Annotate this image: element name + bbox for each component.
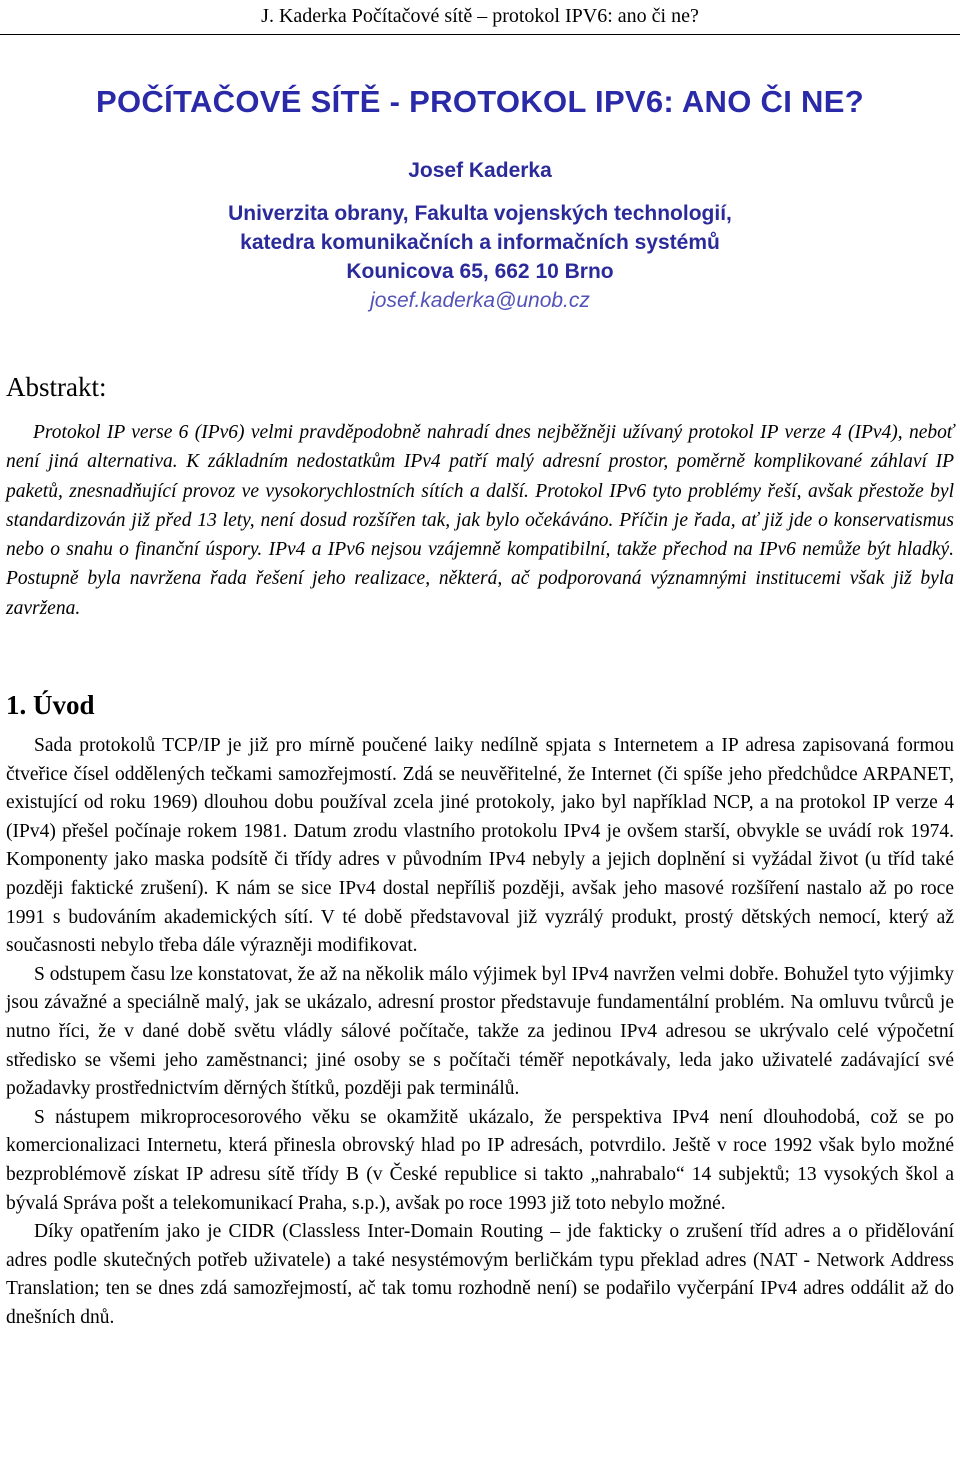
running-header: J. Kaderka Počítačové sítě – protokol IPV6: ano či ne? <box>0 2 960 35</box>
paper-title: POČÍTAČOVÉ SÍTĚ - PROTOKOL IPV6: ANO ČI NE? <box>96 84 864 119</box>
paragraph: Sada protokolů TCP/IP je již pro mírně poučené laiky nedílně spjata s Internetem a IP adresa zapisovaná formou čtveřice čísel oddělených tečkami samozřejmostí. Zdá se neuvěřitelné, že Internet (či spíše jeho předchůdce ARPANET, existující od roku 1969) dlouhou dobu používal zcela jiné protokoly, jako byl například NCP, a na protokol IP verze 4 (IPv4) přešel počínaje rokem 1981. Datum zrodu vlastního protokolu IPv4 je ovšem starší, obvykle se uvádí rok 1974. Komponenty jako maska podsítě či třídy adres v původním IPv4 nebyly a jejich doplnění si vyžádal život (u tříd také později faktické zrušení). K nám se sice IPv4 dostal nepříliš později, avšak jeho masové rozšíření nastalo až po roce 1991 s budováním akademických sítí. V té době představoval již vyzrálý produkt, prostý dětských nemocí, který až současnosti nebylo třeba dále výrazněji modifikovat. <box>6 735 954 957</box>
affiliation-line-1: Univerzita obrany, Fakulta vojenských technologií, <box>228 202 732 225</box>
section-body <box>6 732 954 1332</box>
paragraph: S odstupem času lze konstatovat, že až na několik málo výjimek byl IPv4 navržen velmi dobře. Bohužel tyto výjimky jsou závažné a speciálně malý, jak se ukázalo, adresní prostor představuje fundamentální problém. Na omluvu tvůrců je nutno říci, že v dané době světu vládly sálové počítače, takže za jedinou IPv4 adresou se ukrývalo celé výpočetní středisko se všemi jeho zaměstnanci; jiné osoby se s počítači téměř nepotkávaly, leda jako uživatelé zadávající své požadavky prostřednictvím děrných štítků, později pak terminálů. <box>6 963 954 1100</box>
paragraph: S nástupem mikroprocesorového věku se okamžitě ukázalo, že perspektiva IPv4 není dlouhodobá, což se po komercionalizaci Internetu, která přinesla obrovský hlad po IP adresách, potvrdilo. Ještě v roce 1992 však bylo možné bezproblémově získat IP adresu sítě třídy B (v České republice si takto „nahrabalo“ 14 subjektů; 13 vysokých škol a bývalá Správa pošt a telekomunikací Praha, s.p.), avšak po roce 1993 již toto nebylo možné. <box>6 1106 954 1214</box>
affiliation-line-2: katedra komunikačních a informačních systémů <box>240 231 720 254</box>
section-heading-introduction: 1. Úvod <box>6 690 95 720</box>
abstract-text: Protokol IP verse 6 (IPv6) velmi pravděpodobně nahradí dnes nejběžněji užívaný protokol IP verze 4 (IPv4), neboť není jiná alternativa. K základním nedostatkům IPv4 patří malý adresní prostor, poměrně komplikované záhlaví IP paketů, znesnadňující provoz ve vysokorychlostních sítích a další. Protokol IPv6 tyto problémy řeší, avšak přestože byl standardizován již před 13 lety, není dosud rozšířen tak, jak bylo očekáváno. Příčin je řada, ať již jde o konservatismus nebo o snahu o finanční úspory. IPv4 a IPv6 nejsou vzájemně kompatibilní, takže přechod na IPv6 nemůže být hladký. Postupně byla navržena řada řešení jeho realizace, některá, ač podporovaná významnými institucemi však již byla zavržena. <box>6 422 954 619</box>
paragraph: Díky opatřením jako je CIDR (Classless Inter-Domain Routing – jde fakticky o zrušení tříd adres a o přidělování adres podle skutečných potřeb uživatele) a také nesystémovým berličkám typu překlad adres (NAT - Network Address Translation; ten se dnes zdá samozřejmostí, ač tak tomu rozhodně není) se podařilo vyčerpání IPv4 adres oddálit až do dnešních dnů. <box>6 1221 954 1328</box>
author-address: Kounicova 65, 662 10 Brno <box>346 260 614 283</box>
author-block <box>0 156 960 315</box>
abstract-heading: Abstrakt: <box>6 372 107 402</box>
author-name: Josef Kaderka <box>408 159 552 182</box>
author-email-link[interactable]: josef.kaderka@unob.cz <box>370 289 590 312</box>
